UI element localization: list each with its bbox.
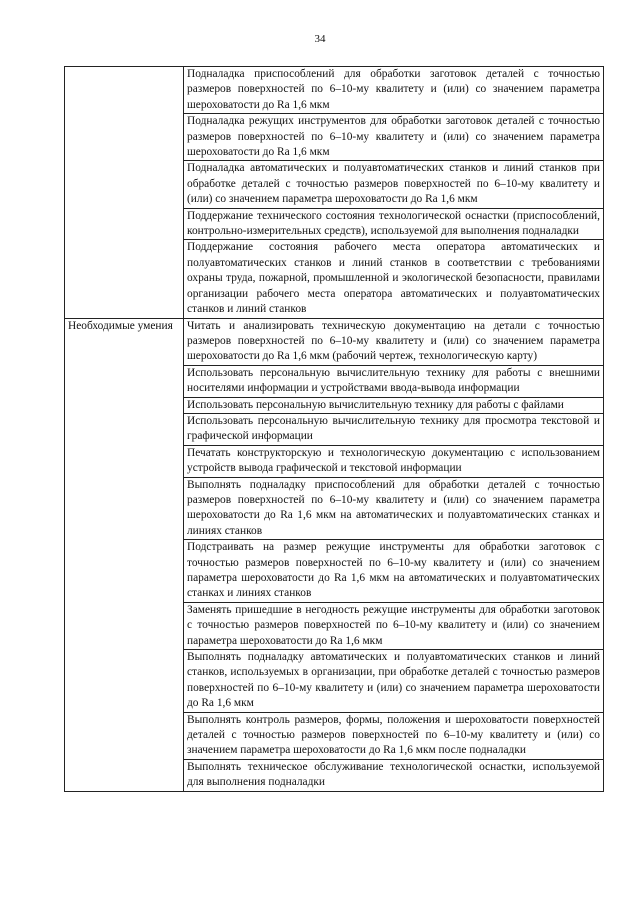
work-functions-table [64, 66, 604, 792]
item-cell: Заменять пришедшие в негодность режущие инструменты для обработки заготовок с точностью размеров поверхностей по 6–10-му квалитету и (или) со значением параметра шероховатости до Ra 1,6 мкм [184, 602, 604, 649]
item-cell: Использовать персональную вычислительную технику для работы с внешними носителями информации и устройствами ввода-вывода информации [184, 365, 604, 397]
page-number: 34 [314, 33, 326, 45]
section-label-cell [65, 67, 184, 319]
table-row [65, 67, 604, 114]
item-cell: Выполнять техническое обслуживание технологической оснастки, используемой для выполнения подналадки [184, 759, 604, 791]
item-cell: Подналадка автоматических и полуавтоматических станков и линий станков при обработке деталей с точностью размеров поверхностей по 6–10-му квалитету и (или) со значением параметра шероховатости до Ra 1,6 мкм [184, 161, 604, 208]
table-body [65, 67, 604, 792]
item-cell: Использовать персональную вычислительную технику для просмотра текстовой и графической информации [184, 413, 604, 445]
item-cell: Поддержание технического состояния технологической оснастки (приспособлений, контрольно-измерительных средств), используемой для выполнения подналадки [184, 208, 604, 240]
item-cell: Поддержание состояния рабочего места оператора автоматических и полуавтоматических станков и линий станков в соответствии с требованиями охраны труда, пожарной, промышленной и экологической безопасности, правилами организации рабочего места оператора автоматических и полуавтоматических станков и линий станков [184, 240, 604, 318]
item-cell: Выполнять подналадку приспособлений для обработки деталей с точностью размеров поверхностей по 6–10-му квалитету и (или) со значением параметра шероховатости до Ra 1,6 мкм на автоматических и полуавтоматических станках и линиях станков [184, 477, 604, 540]
section-label-cell: Необходимые умения [65, 318, 184, 791]
item-cell: Использовать персональную вычислительную технику для работы с файлами [184, 397, 604, 413]
item-cell: Подналадка приспособлений для обработки заготовок деталей с точностью размеров поверхностей по 6–10-му квалитету и (или) со значением параметра шероховатости до Ra 1,6 мкм [184, 67, 604, 114]
item-cell: Читать и анализировать техническую документацию на детали с точностью размеров поверхностей по 6–10-му квалитету и (или) со значением параметра шероховатости до Ra 1,6 мкм (рабочий чертеж, технологическую карту) [184, 318, 604, 365]
table-row [65, 318, 604, 365]
item-cell: Подналадка режущих инструментов для обработки заготовок деталей с точностью размеров поверхностей по 6–10-му квалитету и (или) со значением параметра шероховатости до Ra 1,6 мкм [184, 114, 604, 161]
item-cell: Подстраивать на размер режущие инструменты для обработки заготовок с точностью размеров поверхностей по 6–10-му квалитету и (или) со значением параметра шероховатости до Ra 1,6 мкм на автоматических и полуавтоматических станках и линиях станков [184, 540, 604, 603]
item-cell: Выполнять подналадку автоматических и полуавтоматических станков и линий станков, используемых в организации, при обработке деталей с точностью размеров поверхностей по 6–10-му квалитету и (или) со значением параметра шероховатости до Ra 1,6 мкм [184, 650, 604, 713]
item-cell: Выполнять контроль размеров, формы, положения и шероховатости поверхностей деталей с точностью размеров поверхностей по 6–10-му квалитету и (или) со значением параметра шероховатости до Ra 1,6 мкм после подналадки [184, 712, 604, 759]
item-cell: Печатать конструкторскую и технологическую документацию с использованием устройств вывода графической и текстовой информации [184, 445, 604, 477]
